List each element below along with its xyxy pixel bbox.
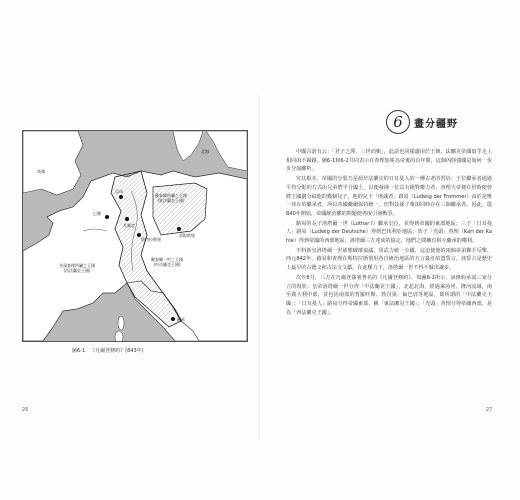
map-label-aachen: 亞琛 xyxy=(115,189,123,194)
chapter-heading xyxy=(386,110,496,134)
paragraph: 究其根本，帝國的分裂乃是源於法蘭克的日耳曼人的一種古老的習俗：王位繼承者通過平均分配的方式由兄弟們平分國土，以便發揮一位具有絕對權力者，查理大帝便在世時便曾將王國劃分給他的幾個兒子，他的兒子「虔誠者」路易（Ludwig der Frommer）由於是唯一倖存的繼承者，所以帝國繼續保持統一，但對其孫子輩卻同時存在三個繼承者。因此，從840年開始，帝國統治權的問題便再度引發戰爭。 xyxy=(286,176,492,217)
caption-figure-number: 圖6-1 xyxy=(72,348,86,354)
paragraph: 路易的長子洛塔爾一世（Lothar I）繼承皇位，並得到帝國的東部地區；三子「日耳曼人」路易（Ludwig der Deutsche）得到巴伐利亞地區；幼子「禿頭」查理（Karl der Kahle）得到帝國的西部地區。洛塔爾三方達成的協定，他們之間擁有相互繼承的權利。 xyxy=(286,220,492,245)
britain-landmass xyxy=(23,131,83,195)
city-verdun-dot xyxy=(125,217,129,221)
chapter-title: 畫分疆野 xyxy=(414,119,458,130)
sardinia-island xyxy=(115,331,123,341)
map-label-rome: 羅馬 xyxy=(177,317,185,322)
map-label-middle-kingdom: 羅泰爾一世之王國 (中法蘭克王國) xyxy=(151,257,183,267)
map-label-east-kingdom: 羅泰爾所屬之王國 (東法蘭克王國) xyxy=(155,193,187,203)
paragraph: 不料新皇洛塔爾一世卻想破壞協議，用武力統一全國，這迫使他的兩個弟弟聯手反擊。西元842年，路易和查理在斯特拉斯堡用各自統治地區的方言簽訂結盟誓言，該誓言是歷史上最早的古德文和古法文文獻。在此壓力下，洛塔爾一世不得不做出讓步。 xyxy=(286,247,492,272)
map-caption xyxy=(72,347,149,354)
paragraph: 中國古語有云：「君子之澤，三世而斬」，此話也同樣適用於王朝。法蘭克帝國似乎走上相同的不歸路。圖6-1和6-2共同表示在查理加冕為帝後的百年間，這個內陸強國是如何一步步分崩離析。 xyxy=(286,149,492,173)
city-aachen-dot xyxy=(119,195,123,199)
caption-title: 《凡爾登條約》(843年) xyxy=(90,348,144,354)
chapter-body-text xyxy=(286,148,492,318)
map-label-west-kingdom: 禿頭查理所屬之王國 (西法蘭克王國) xyxy=(59,263,95,273)
map-label-regensburg: 雷根斯堡 xyxy=(179,233,195,238)
page-number-right: 27 xyxy=(486,407,493,413)
map-label-verdun: 凡爾登 xyxy=(123,223,135,228)
paragraph: 次年8月，三方在凡爾登簽署著名的《凡爾登條約》。如圖6-1所示，該條約承認三家分立的現狀：皇帝洛塔爾一世分得「中法蘭克王國」，北起北海，經過萊茵河、隆河流域，南至義大利中部，並包括南部的普羅旺斯、勃艮第、倫巴底等地區，即所謂的「中法蘭克王國」；「日耳曼人」路易分得帝國東部，稱「東法蘭克王國」；「禿頭」查理分得帝國西部，是為「西法蘭克王國」。 xyxy=(286,274,492,316)
city-rome-dot xyxy=(171,317,175,321)
city-paris-dot xyxy=(105,215,109,219)
map-drawing xyxy=(23,131,247,341)
map-label-strasbourg: 斯特拉斯堡 xyxy=(141,237,161,242)
verdun-treaty-map xyxy=(22,130,248,342)
map-label-north-sea: 北海 xyxy=(201,149,209,154)
chapter-number-badge: 6 xyxy=(386,110,410,134)
city-regensburg-dot xyxy=(177,227,181,231)
corsica-island xyxy=(118,316,124,330)
map-label-paris: 巴黎 xyxy=(93,211,101,216)
map-label-britain: 英國 xyxy=(37,169,45,174)
page-number-left: 26 xyxy=(22,407,29,413)
